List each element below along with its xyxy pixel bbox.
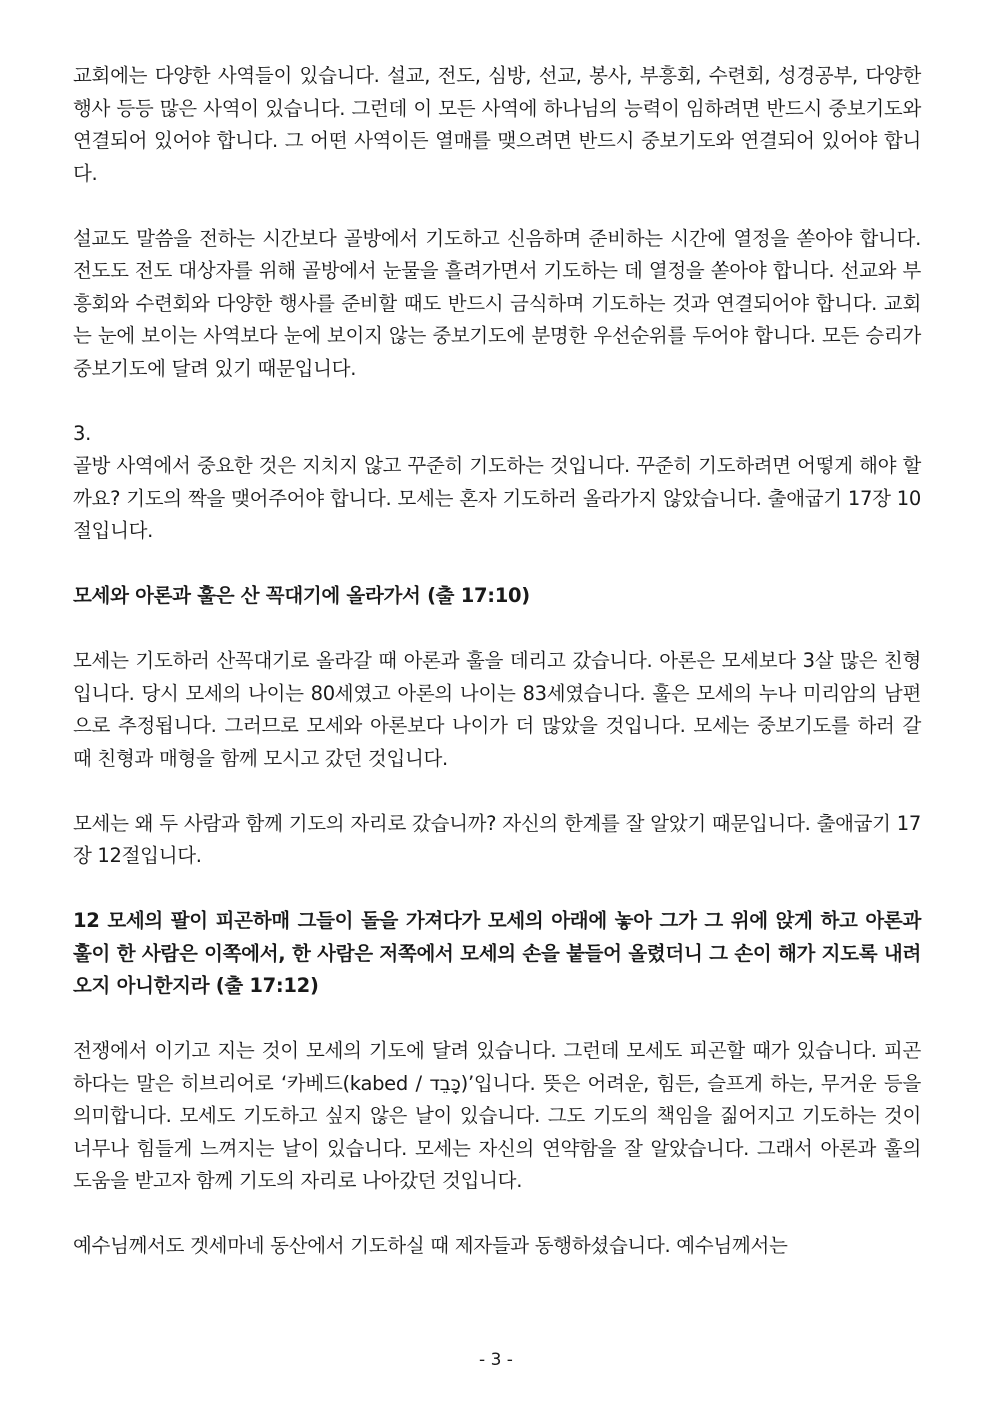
paragraph-preparation-prayer: 설교도 말씀을 전하는 시간보다 골방에서 기도하고 신음하며 준비하는 시간에 열정을 쏟아야 합니다. 전도도 전도 대상자를 위해 골방에서 눈물을 흘려가면서 기도하는 데 열정을 쏟아야 합니다. 선교와 부흥회와 수련회와 다양한 행사를 준비할 때도 반드시 금식하며 기도하는 것과 연결되어야 합니다. 교회는 눈에 보이는 사역보다 눈에 보이지 않는 중보기도에 분명한 우선순위를 두어야 합니다. 모든 승리가 중보기도에 달려 있기 때문입니다. <box>73 226 921 380</box>
paragraph-aaron-hur: 모세는 기도하러 산꼭대기로 올라갈 때 아론과 훌을 데리고 갔습니다. 아론은 모세보다 3살 많은 친형입니다. 당시 모세의 나이는 80세였고 아론의 나이는 83세였습니다. 훌은 모세의 누나 미리암의 남편으로 추정됩니다. 그러므로 모세와 아론보다 나이가 더 많았을 것입니다. 모세는 중보기도를 하러 갈 때 친형과 매형을 함께 모시고 갔던 것입니다. <box>73 649 921 770</box>
scripture-quote-exodus-17-12: 12 모세의 팔이 피곤하매 그들이 돌을 가져다가 모세의 아래에 놓아 그가 그 위에 앉게 하고 아론과 훌이 한 사람은 이쪽에서, 한 사람은 저쪽에서 모세의 손을 붙들어 올렸더니 그 손이 해가 지도록 내려오지 아니한지라 (출 17:12) <box>73 909 921 997</box>
paragraph-kabed-weariness: 전쟁에서 이기고 지는 것이 모세의 기도에 달려 있습니다. 그런데 모세도 피곤할 때가 있습니다. 피곤하다는 말은 히브리어로 ‘카베드(kabed / כָּבֵד)’입니다. 뜻은 어려운, 힘든, 슬프게 하는, 무거운 등을 의미합니다. 모세도 기도하고 싶지 않은 날이 있습니다. 그도 기도의 책임을 짊어지고 기도하는 것이 너무나 힘들게 느껴지는 날이 있습니다. 모세는 자신의 연약함을 잘 알았습니다. 그래서 아론과 훌의 도움을 받고자 함께 기도의 자리로 나아갔던 것입니다. <box>73 1039 921 1192</box>
paragraph-prayer-partner: 골방 사역에서 중요한 것은 지치지 않고 꾸준히 기도하는 것입니다. 꾸준히 기도하려면 어떻게 해야 할까요? 기도의 짝을 맺어주어야 합니다. 모세는 혼자 기도하러 올라가지 않았습니다. 출애굽기 17장 10절입니다. <box>73 454 921 542</box>
section-number: 3. <box>73 421 92 445</box>
scripture-quote-exodus-17-10: 모세와 아론과 훌은 산 꼭대기에 올라가서 (출 17:10) <box>73 584 530 607</box>
paragraph-gethsemane: 예수님께서도 겟세마네 동산에서 기도하실 때 제자들과 동행하셨습니다. 예수님께서는 <box>73 1234 788 1257</box>
page-number: - 3 - <box>479 1350 513 1370</box>
document-body <box>73 60 921 1263</box>
paragraph-moses-limits: 모세는 왜 두 사람과 함께 기도의 자리로 갔습니까? 자신의 한계를 잘 알았기 때문입니다. 출애굽기 17장 12절입니다. <box>73 811 921 867</box>
paragraph-ministry-intercession: 교회에는 다양한 사역들이 있습니다. 설교, 전도, 심방, 선교, 봉사, 부흥회, 수련회, 성경공부, 다양한 행사 등등 많은 사역이 있습니다. 그런데 이 모든 사역에 하나님의 능력이 임하려면 반드시 중보기도와 연결되어 있어야 합니다. 그 어떤 사역이든 열매를 맺으려면 반드시 중보기도와 연결되어 있어야 합니다. <box>73 64 921 185</box>
